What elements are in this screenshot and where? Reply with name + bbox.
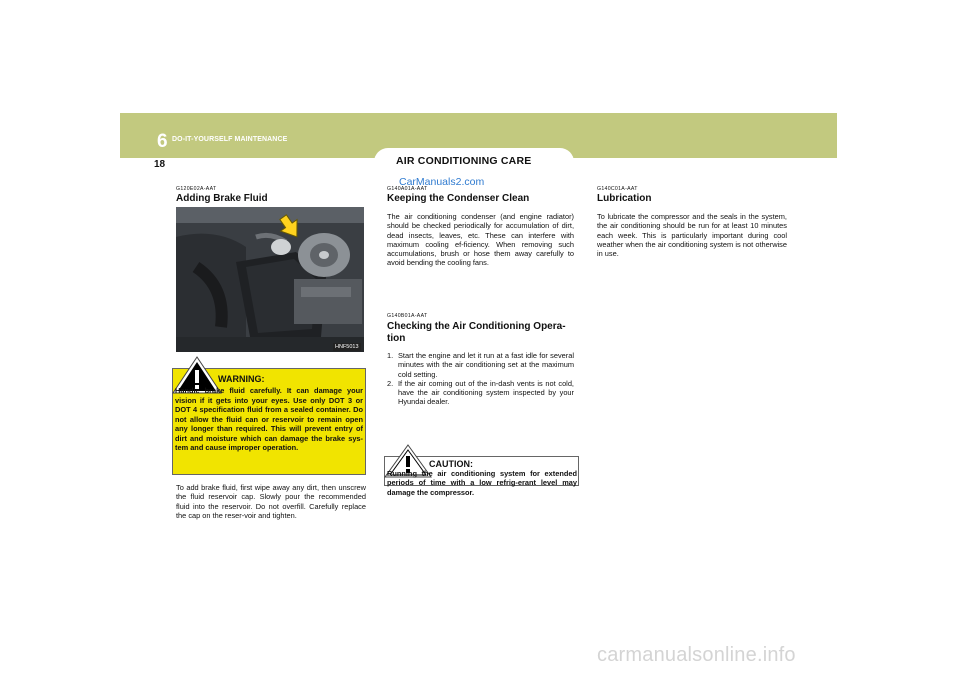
ac-operation-code: G140B01A-AAT [387,313,428,319]
left-title: Adding Brake Fluid [176,193,268,204]
page-number: 18 [154,159,166,170]
left-body: To add brake fluid, first wipe away any dirt, then unscrew the fluid reservoir cap. Slowly pour the recommended fluid into the reservoir. Do not overfill. Carefully replace the cap on the reser-voir and tighten. [176,483,366,520]
ac-operation-title: Checking the Air Conditioning Opera-tion [387,321,566,344]
condenser-title: Keeping the Condenser Clean [387,193,530,204]
step-text: If the air coming out of the in-dash vents is not cold, have the air conditioning system inspected by your Hyundai dealer. [398,378,574,407]
section-title: AIR CONDITIONING CARE [396,155,532,167]
step-number: 1. [387,351,394,360]
watermark-footer[interactable]: carmanualsonline.info [597,644,796,666]
caution-label: CAUTION: [429,459,473,469]
caution-text: Running the air conditioning system for extended periods of time with a low refrig-erant level may damage the compressor. [387,469,577,497]
lubrication-body: To lubricate the compressor and the seals in the system, the air conditioning should be run for at least 10 minutes each week. This is particularly important during cool weather when the air conditioning system is not otherwise in use. [597,212,787,259]
condenser-body: The air conditioning condenser (and engine radiator) should be checked periodically for accumulation of dirt, dead insects, leaves, etc. These can interfere with maximum cooling ef-ficiency. When removing such accumulations, brush or hose them away carefully to avoid bending the cooling fans. [387,212,574,268]
step-item [387,351,574,379]
watermark-link[interactable]: CarManuals2.com [399,176,485,188]
condenser-code: G140A01A-AAT [387,186,428,192]
engine-illustration [176,207,364,352]
warning-text: Handle brake fluid carefully. It can damage your vision if it gets into your eyes. Use only DOT 3 or DOT 4 specification fluid from a sealed container. Do not allow the fluid can or reservoir to remain open any longer than required. This will prevent entry of dirt and moisture which can damage the brake sys-tem and cause improper operation. [175,386,363,452]
photo-code: HNF5013 [335,344,359,350]
lubrication-title: Lubrication [597,193,652,204]
step-number: 2. [387,378,394,388]
ac-operation-steps [387,351,574,407]
yellow-arrow-icon [278,213,308,241]
chapter-title: DO-IT-YOURSELF MAINTENANCE [172,136,288,143]
left-code: G120E02A-AAT [176,186,217,192]
engine-photo [176,207,364,352]
chapter-number: 6 [157,131,168,152]
step-text: Start the engine and let it run at a fast idle for several minutes with the air conditioning set at the maximum cold setting. [398,351,574,379]
warning-label: WARNING: [218,374,265,384]
step-item [387,379,574,407]
lubrication-code: G140C01A-AAT [597,186,638,192]
